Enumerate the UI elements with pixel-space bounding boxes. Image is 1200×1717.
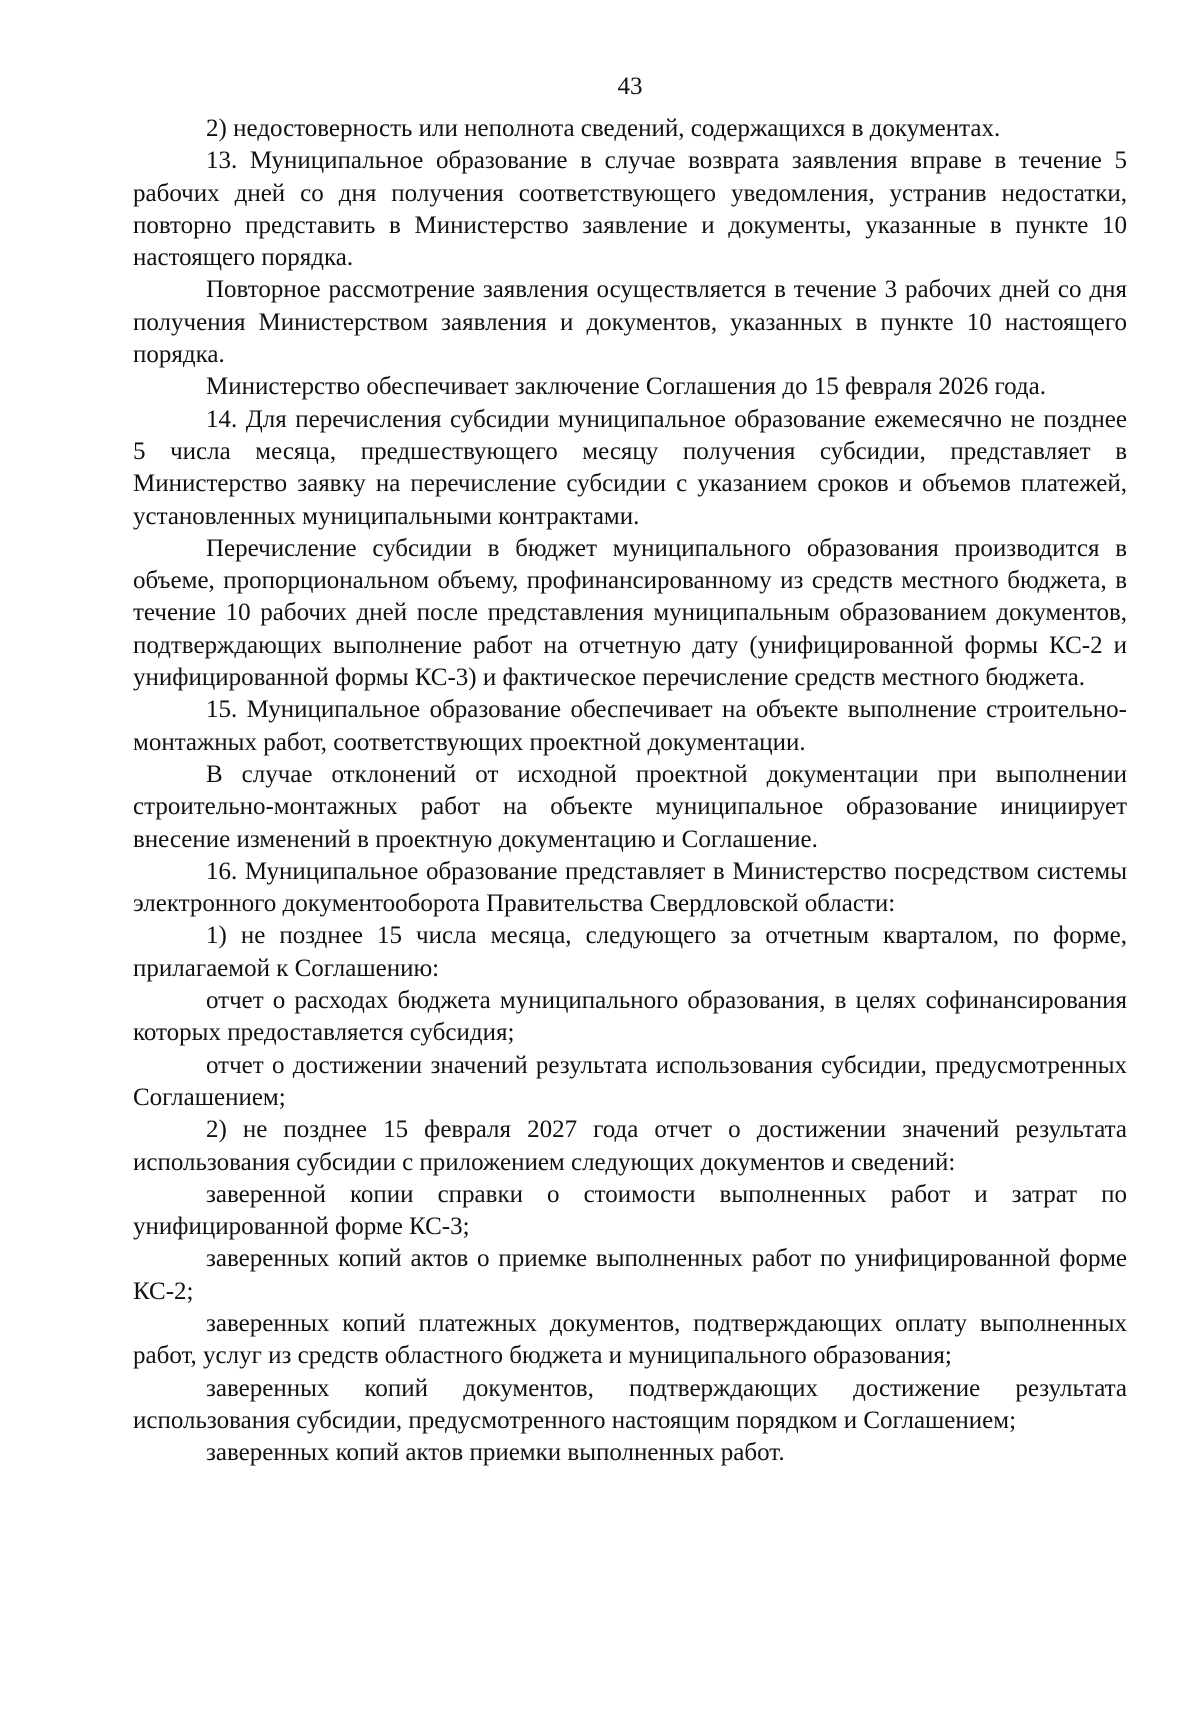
list-item-acceptance-acts: заверенных копий актов приемки выполненных работ. [206, 1439, 785, 1467]
paragraph-item-2-unreliability: 2) недостоверность или неполнота сведений, содержащихся в документах. [206, 115, 1001, 142]
paragraph-quarterly-report-deadline: 1) не позднее 15 числа месяца, следующего за отчетным кварталом, по форме, прилагаемой к Соглашению: [133, 922, 1127, 982]
list-item-result-documents: заверенных копий документов, подтверждающих достижение результата использования субсидии, предусмотренного настоящим порядком и Соглашением; [133, 1374, 1127, 1434]
list-item-ks3-copy: заверенной копии справки о стоимости выполненных работ и затрат по унифицированной форме КС-3; [133, 1180, 1127, 1241]
document-body [133, 113, 1127, 1469]
paragraph-16-reporting: 16. Муниципальное образование представляет в Министерство посредством системы электронного документооборота Правительства Свердловской области: [133, 857, 1127, 918]
paragraph-final-report-deadline: 2) не позднее 15 февраля 2027 года отчет о достижении значений результата использования субсидии с приложением следующих документов и сведений: [133, 1116, 1127, 1176]
list-item-expense-report: отчет о расходах бюджета муниципального образования, в целях софинансирования которых предоставляется субсидия; [133, 987, 1127, 1047]
paragraph-13-return-of-application: 13. Муниципальное образование в случае возврата заявления вправе в течение 5 рабочих дней со дня получения соответствующего уведомления, устранив недостатки, повторно представить в Министерство заявление и документы, указанные в пункте 10 настоящего порядка. [133, 147, 1127, 272]
paragraph-subsidy-transfer-terms: Перечисление субсидии в бюджет муниципального образования производится в объеме, пропорциональном объему, профинансированному из средств местного бюджета, в течение 10 рабочих дней после представления муниципальным образованием документов, подтверждающих выполнение работ на отчетную дату (унифицированной формы КС-2 и унифицированной формы КС-3) и фактическое перечисление средств местного бюджета. [133, 534, 1127, 692]
page-number: 43 [617, 73, 643, 100]
paragraph-agreement-deadline: Министерство обеспечивает заключение Соглашения до 15 февраля 2026 года. [206, 373, 1047, 401]
paragraph-14-subsidy-transfer-request: 14. Для перечисления субсидии муниципальное образование ежемесячно не позднее 5 числа месяца, предшествующего месяцу получения субсидии, представляет в Министерство заявку на перечисление субсидии с указанием сроков и объемов платежей, установленных муниципальными контрактами. [133, 405, 1127, 530]
list-item-result-report: отчет о достижении значений результата использования субсидии, предусмотренных Соглашением; [133, 1051, 1127, 1111]
paragraph-15-construction-works: 15. Муниципальное образование обеспечивает на объекте выполнение строительно-монтажных работ, соответствующих проектной документации. [133, 696, 1127, 756]
paragraph-design-deviations: В случае отклонений от исходной проектной документации при выполнении строительно-монтажных работ на объекте муниципальное образование инициирует внесение изменений в проектную документацию и Соглашение. [133, 760, 1127, 853]
list-item-payment-documents: заверенных копий платежных документов, подтверждающих оплату выполненных работ, услуг из средств областного бюджета и муниципального образования; [133, 1309, 1127, 1370]
list-item-ks2-copies: заверенных копий актов о приемке выполненных работ по унифицированной форме КС-2; [133, 1245, 1127, 1305]
paragraph-repeated-review: Повторное рассмотрение заявления осуществляется в течение 3 рабочих дней со дня получения Министерством заявления и документов, указанных в пункте 10 настоящего порядка. [133, 276, 1127, 369]
